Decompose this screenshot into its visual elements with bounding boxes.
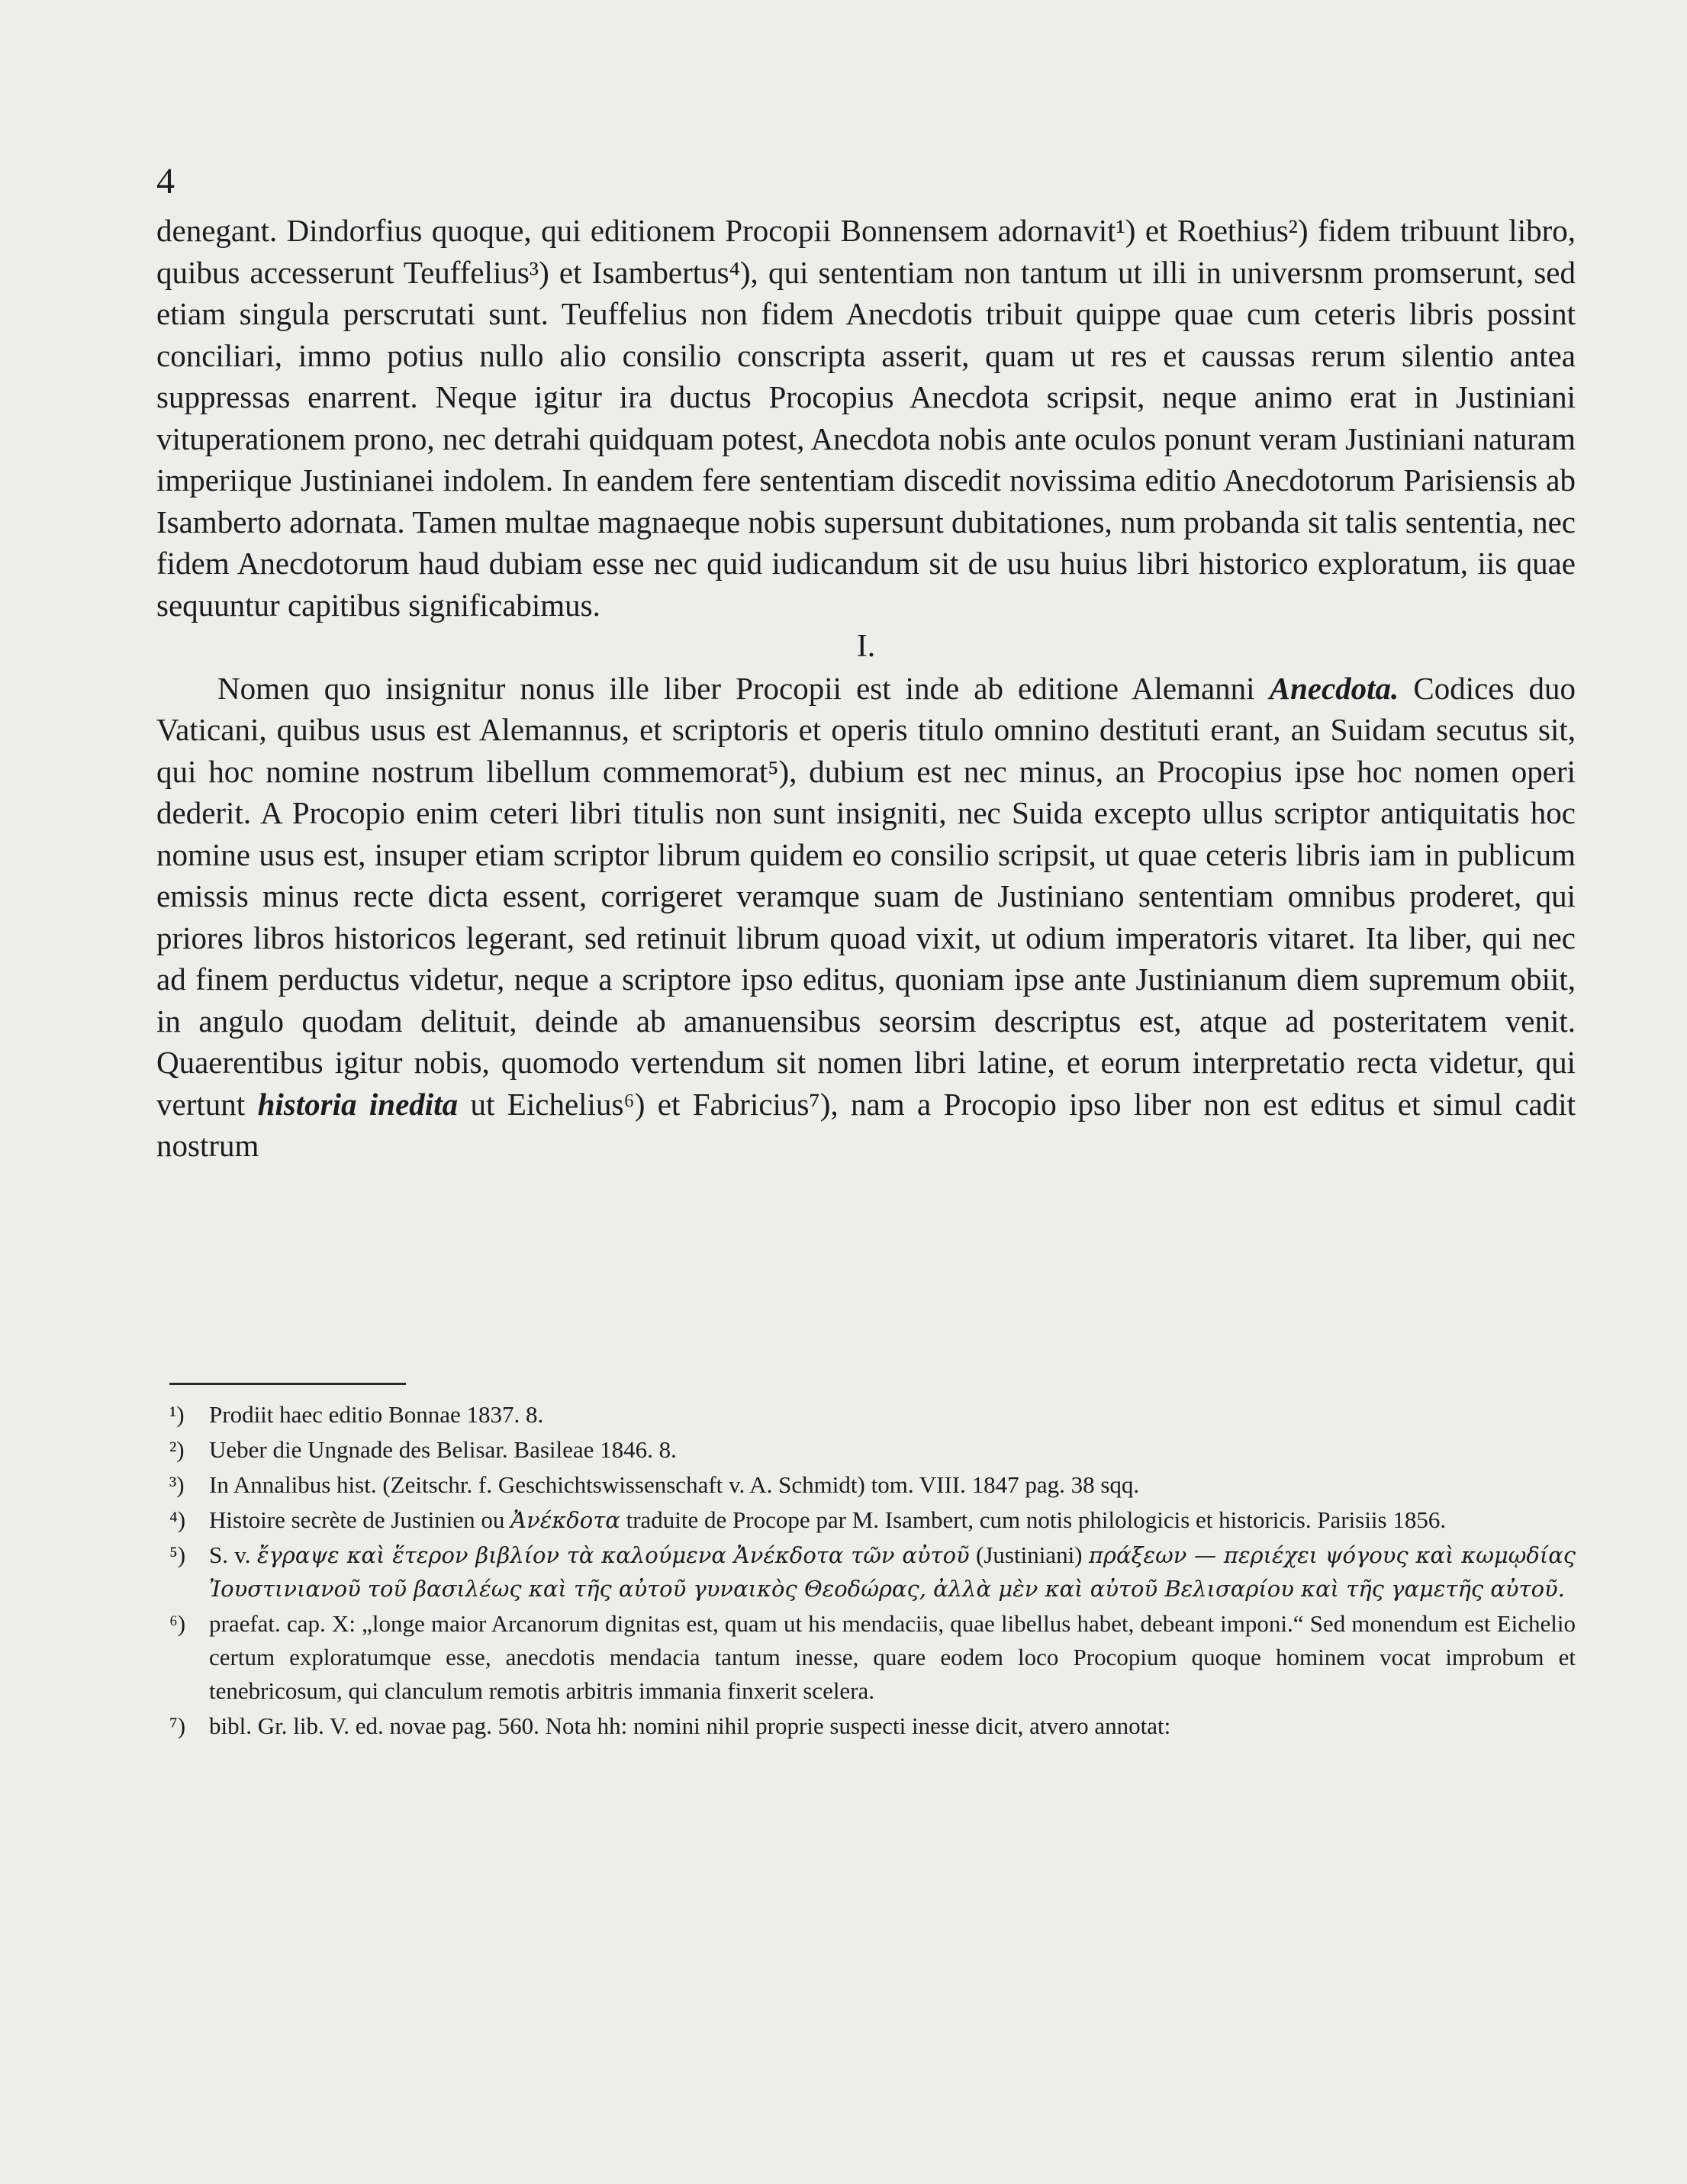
footnote-marker: ⁷) (169, 1712, 186, 1739)
paragraph-2-part-3: ut Eichelius⁶) et Fabricius⁷), nam a Procopio ipso liber non est editus et simul cadit nostrum (156, 1086, 1576, 1163)
main-text (156, 210, 1576, 1167)
anecdota-title: Anecdota. (1269, 670, 1399, 706)
footnote-4 (169, 1503, 1576, 1537)
footnote-1 (169, 1398, 1576, 1432)
page-number: 4 (156, 161, 175, 201)
greek-text: ἔγραψε καὶ ἕτερον βιβλίον τὰ καλούμενα Ἀνέκδοτα τῶν αὐτοῦ (256, 1542, 970, 1568)
paragraph-2 (156, 668, 1576, 1167)
greek-text: πράξεων — περιέχει ψόγους καὶ κωμῳδίας Ἰουστινιανοῦ τοῦ βασιλέως καὶ τῆς αὐτοῦ γυναικὸς Θεοδώρας, ἀλλὰ μὲν καὶ αὐτοῦ Βελισαρίου καὶ τῆς γαμετῆς αὐτοῦ. (209, 1542, 1576, 1602)
footnote-marker: ²) (169, 1436, 185, 1463)
footnote-text: bibl. Gr. lib. V. ed. novae pag. 560. Nota hh: nomini nihil proprie suspecti inesse dicit, atvero annotat: (209, 1712, 1171, 1739)
footnote-marker: ⁴) (169, 1506, 186, 1533)
footnote-marker: ⁶) (169, 1610, 186, 1637)
footnote-text (209, 1538, 1576, 1606)
historia-inedita-term: historia inedita (257, 1086, 459, 1122)
footnote-marker: ³) (169, 1471, 185, 1498)
footnote-text: praefat. cap. X: „longe maior Arcanorum dignitas est, quam ut his mendaciis, quae libellus habet, debeant imponi.“ Sed monendum est Eichelio certum exploratumque esse, anecdotis mendacia tantum inesse, quare eodem loco Procopium quoque hominem vocat improbum et tenebricosum, qui clanculum remotis arbitris immania finxerit scelera. (209, 1610, 1576, 1704)
footnote-text: Ueber die Ungnade des Belisar. Basileae 1846. 8. (209, 1436, 677, 1463)
footnote-6 (169, 1607, 1576, 1708)
footnote-marker: ⁵) (169, 1541, 186, 1568)
paragraph-1: denegant. Dindorfius quoque, qui editionem Procopii Bonnensem adornavit¹) et Roethius²) fidem tribuunt libro, quibus accesserunt Teuffelius³) et Isambertus⁴), qui sententiam non tantum ut illi in universnm promserunt, sed etiam singula perscrutati sunt. Teuffelius non fidem Anecdotis tribuit quippe quae cum ceteris libris possint conciliari, immo potius nullo alio consilio conscripta asserit, quam ut res et caussas rerum silentio antea suppressas enarrent. Neque igitur ira ductus Procopius Anecdota scripsit, neque animo erat in Justiniani vituperationem prono, nec detrahi quidquam potest, Anecdota nobis ante oculos ponunt veram Justiniani naturam imperiique Justinianei indolem. In eandem fere sententiam discedit novissima editio Anecdotorum Parisiensis ab Isamberto adornata. Tamen multae magnaeque nobis supersunt dubitationes, num probanda sit talis sententia, nec fidem Anecdotorum haud dubiam esse nec quid iudicandum sit de usu huius libri historico exploratum, iis quae sequuntur capitibus significabimus. (156, 213, 1576, 623)
greek-text: Ἀνέκδοτα (510, 1507, 620, 1533)
footnote-7 (169, 1709, 1576, 1743)
footnote-2 (169, 1433, 1576, 1467)
footnote-text: In Annalibus hist. (Zeitschr. f. Geschichtswissenschaft v. A. Schmidt) tom. VIII. 1847 pag. 38 sqq. (209, 1471, 1140, 1498)
footnote-text-part: traduite de Procope par M. Isambert, cum notis philologicis et historicis. Parisiis 1856. (626, 1506, 1447, 1533)
footnote-marker: ¹) (169, 1401, 185, 1428)
footnote-text: Prodiit haec editio Bonnae 1837. 8. (209, 1401, 544, 1428)
footnote-5 (169, 1538, 1576, 1606)
footnote-text (209, 1503, 1576, 1537)
footnote-divider (169, 1383, 406, 1385)
footnote-text-part: S. v. (209, 1541, 251, 1568)
section-heading: I. (856, 629, 876, 664)
footnote-text-part: (Justiniani) (976, 1541, 1083, 1568)
footnotes (169, 1398, 1576, 1744)
paragraph-2-part-1: Nomen quo insignitur nonus ille liber Procopii est inde ab editione Alemanni (217, 670, 1255, 706)
footnote-text-part: Histoire secrète de Justinien ou (209, 1506, 505, 1533)
footnote-3 (169, 1468, 1576, 1502)
paragraph-2-part-2: Codices duo Vaticani, quibus usus est Alemannus, et scriptoris et operis titulo omnino destituti erant, an Suidam secutus sit, qui hoc nomine nostrum libellum commemorat⁵), dubium est nec minus, an Procopius ipse hoc nomen operi dederit. A Procopio enim ceteri libri titulis non sunt insigniti, nec Suida excepto ullus scriptor antiquitatis hoc nomine usus est, insuper etiam scriptor librum quidem eo consilio scripsit, ut quae ceteris libris iam in publicum emissis minus recte dicta essent, corrigeret veramque suam de Justiniano sententiam omnibus proderet, qui priores libros historicos legerant, sed retinuit librum quoad vixit, ut odium imperatoris vitaret. Ita liber, qui nec ad finem perductus videtur, neque a scriptore ipso editus, quoniam ipse ante Justinianum diem supremum obiit, in angulo quodam delituit, deinde ab amanuensibus seorsim descriptus est, atque ad posteritatem venit. Quaerentibus igitur nobis, quomodo vertendum sit nomen libri latine, et eorum interpretatio recta videtur, qui vertunt (156, 670, 1576, 1122)
